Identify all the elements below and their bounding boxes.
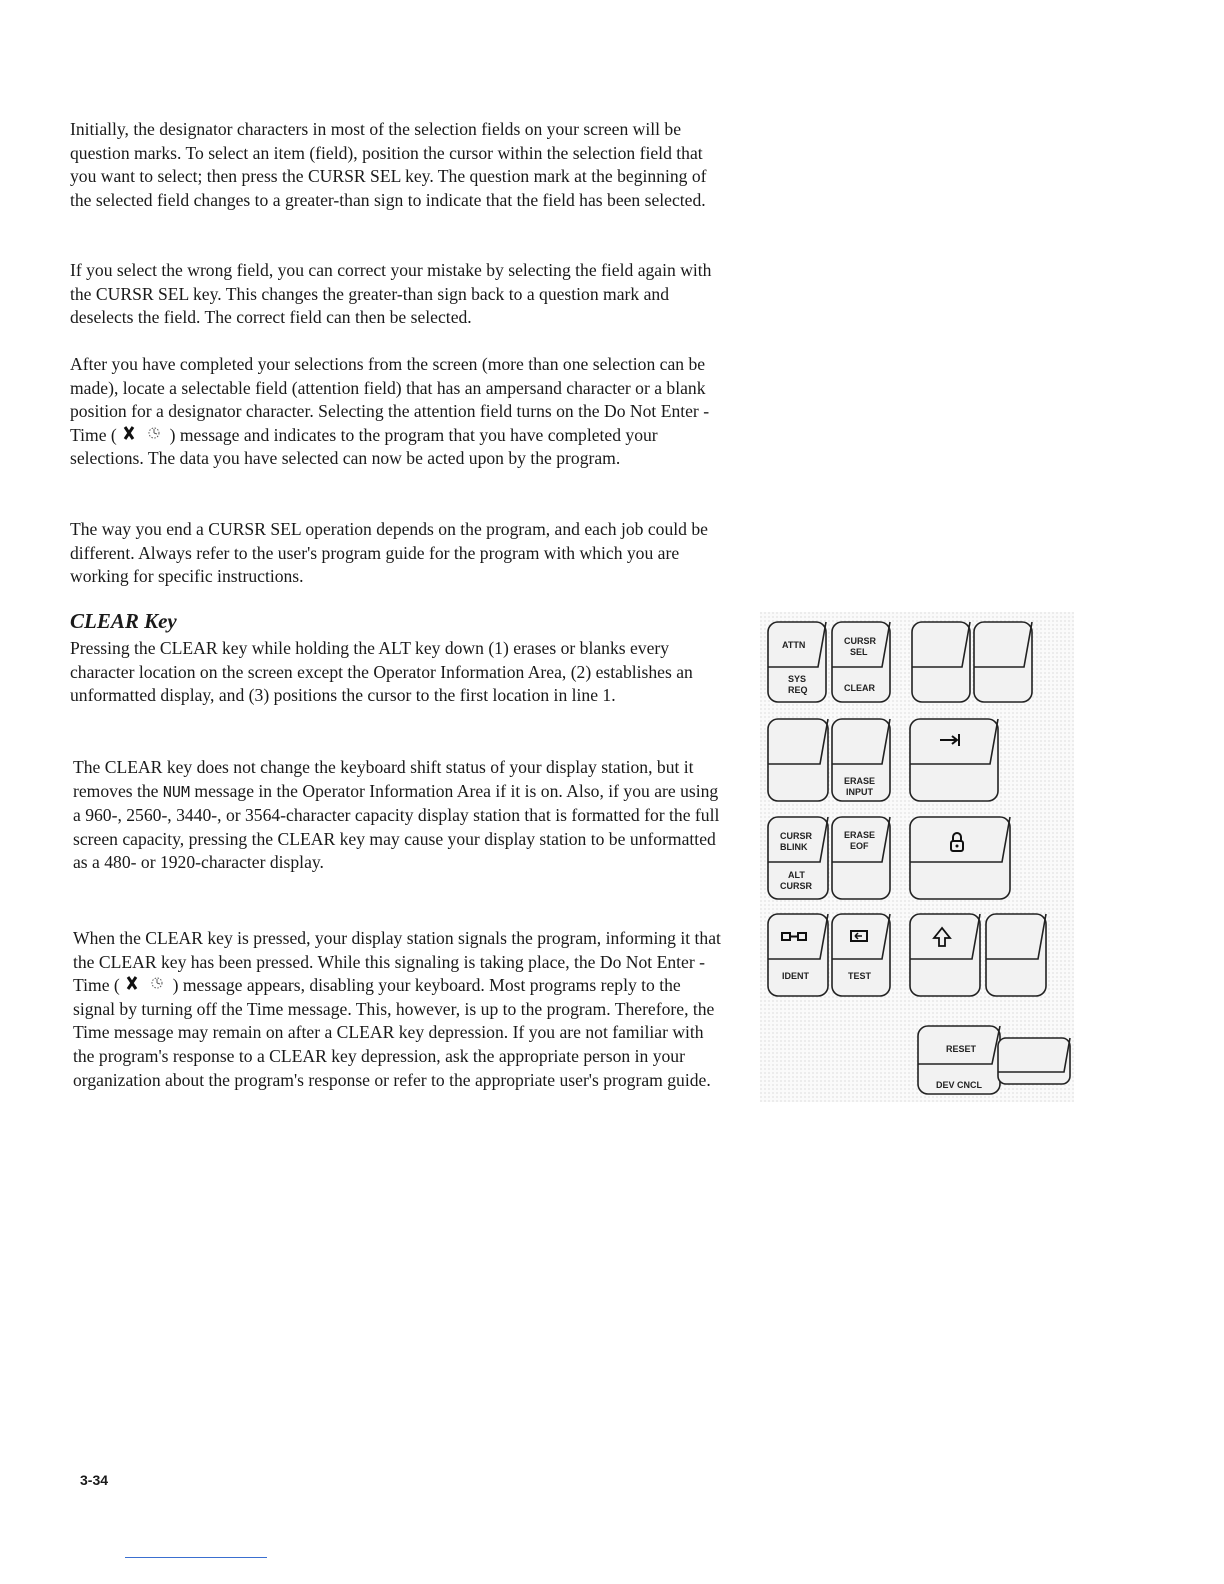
reset-label: RESET — [946, 1044, 977, 1054]
do-not-enter-x-icon — [121, 424, 143, 448]
blank-key — [768, 719, 828, 801]
erase-eof-key — [832, 817, 890, 899]
blink-label: BLINK — [780, 842, 808, 852]
paragraph-clear-signal — [73, 927, 723, 1092]
section-heading: CLEAR Key — [70, 609, 177, 633]
cursr-label: CURSR — [780, 831, 813, 841]
clear-label: CLEAR — [844, 683, 875, 693]
cursr-sel-clear-key — [832, 622, 890, 702]
devcncl-label: DEV CNCL — [936, 1080, 983, 1090]
keyboard-illustration — [760, 612, 1074, 1107]
paragraph-clear-shift — [73, 756, 723, 875]
paragraph-wrong-field: If you select the wrong field, you can correct your mistake by selecting the field again with the CURSR SEL key. This changes the greater-than sign back to a question mark and deselects the field. The correct field can then be selected. — [70, 260, 712, 328]
clock-icon — [143, 424, 165, 448]
req-label: REQ — [788, 685, 808, 695]
shift-key — [910, 914, 980, 996]
num-message: NUM — [162, 782, 190, 801]
sys-label: SYS — [788, 674, 807, 684]
lock-key — [910, 817, 1010, 899]
blank-key — [912, 622, 970, 702]
alt-label: ALT — [788, 870, 805, 880]
clock-icon — [146, 974, 168, 998]
page-number: 3-34 — [80, 1472, 109, 1488]
sel-label: SEL — [850, 647, 868, 657]
text-span: When the CLEAR key is pressed, your display station signals the program, informing it that the CLEAR key has been pressed. While this signaling is taking place, the Do Not Enter - Time ( — [73, 928, 721, 996]
bottom-rule — [125, 1557, 267, 1558]
tab-key — [910, 719, 998, 801]
erase-input-key — [832, 719, 890, 801]
paragraph-attention-field — [70, 353, 720, 471]
text-span: ) message appears, disabling your keyboard. Most programs reply to the signal by turning off the Time message. This, however, is up to the program. Therefore, the Time message may remain on after a CLEAR key depression. If you are not familiar with the program's response to a CLEAR key depression, ask the appropriate person in your organization about the program's response or refer to the appropriate user's program guide. — [73, 975, 715, 1090]
attn-label: ATTN — [782, 640, 806, 650]
erase-label: ERASE — [844, 776, 876, 786]
blank-key — [986, 914, 1046, 996]
paragraph-clear-key: Pressing the CLEAR key while holding the ALT key down (1) erases or blanks every character location on the screen except the Operator Information Area, (2) establishes an unformatted display, and (3) positions the cursor to the first location in line 1. — [70, 638, 693, 706]
do-not-enter-x-icon — [124, 974, 146, 998]
paragraph-end-cursr-sel: The way you end a CURSR SEL operation depends on the program, and each job could be different. Always refer to the user's program guide for the program with which you are working for specific instructions. — [70, 519, 708, 587]
text-span: The CLEAR key does not change the keyboard shift status of your display station, but it removes the — [73, 757, 694, 801]
cursr-label: CURSR — [780, 881, 813, 891]
eof-label: EOF — [850, 841, 869, 851]
blank-key — [974, 622, 1032, 702]
input-label: INPUT — [846, 787, 873, 797]
ident-label: IDENT — [782, 971, 809, 981]
test-label: TEST — [848, 971, 872, 981]
cursr-label: CURSR — [844, 636, 877, 646]
text-span: After you have completed your selections from the screen (more than one selection can be made), locate a selectable field (attention field) that has an ampersand character or a blank position for a designator character. Selecting the attention field turns on the Do Not Enter - Time ( — [70, 354, 710, 445]
attn-sysreq-key — [768, 622, 826, 702]
cursr-blink-alt-cursr-key — [768, 817, 828, 899]
text-span: message in the Operator Information Area if it is on. Also, if you are using a 960-, 2560-, 3440-, or 3564-character capacity display station that is formatted for the full screen capacity, pressing the CLEAR key may cause your display station to be unformatted as a 480- or 1920-character display. — [73, 780, 720, 873]
test-key — [832, 914, 890, 996]
ident-key — [768, 914, 828, 996]
paragraph-cursr-sel-intro: Initially, the designator characters in most of the selection fields on your screen will be question marks. To select an item (field), position the cursor within the selection field that you want to select; then press the CURSR SEL key. The question mark at the beginning of the selected field changes to a greater-than sign to indicate that the field has been selected. — [70, 119, 707, 210]
erase-label: ERASE — [844, 830, 876, 840]
text-span: ) message and indicates to the program that you have completed your selections. The data you have selected can now be acted upon by the program. — [70, 424, 658, 469]
